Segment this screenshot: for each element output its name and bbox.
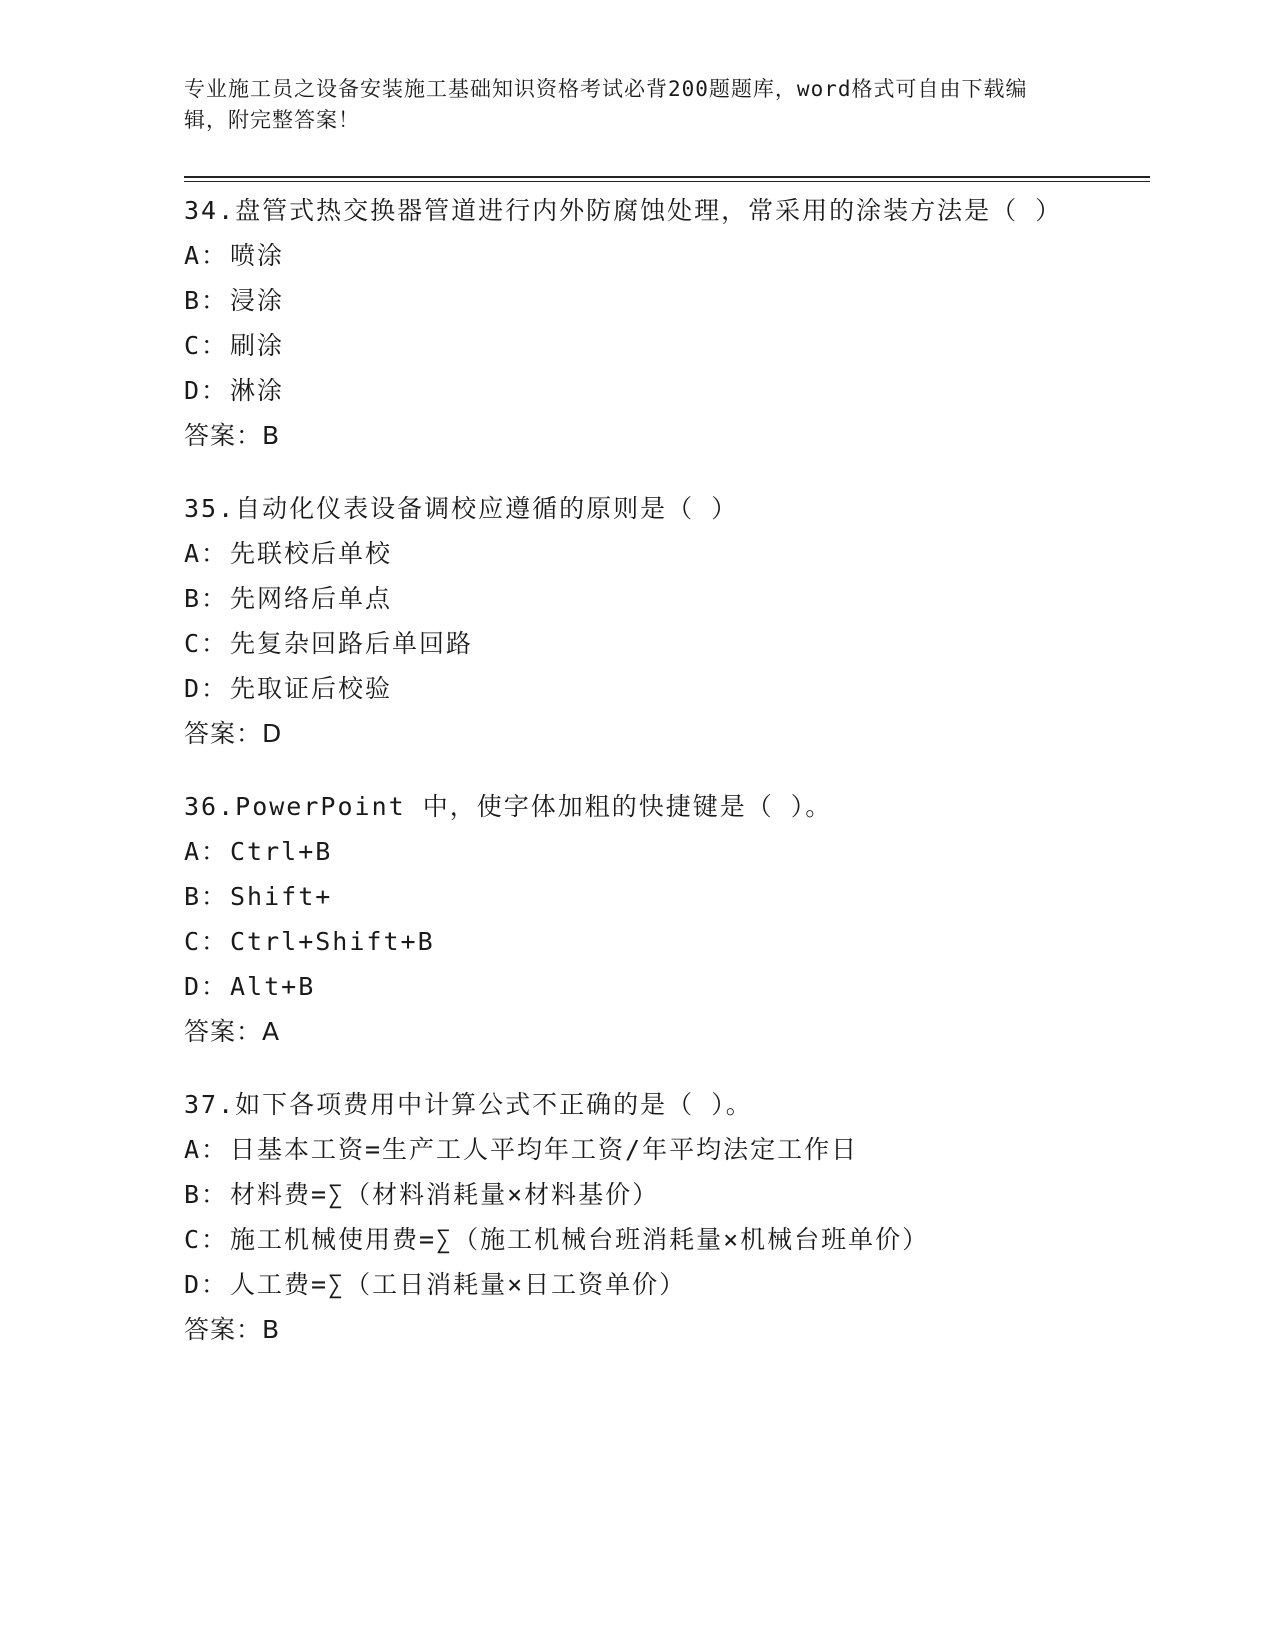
option-letter: C：	[184, 1225, 229, 1254]
option-letter: C：	[184, 331, 229, 360]
option-letter: B：	[184, 286, 229, 315]
option-a	[184, 233, 1084, 278]
option-text: 浸涂	[230, 286, 285, 315]
option-d	[184, 1262, 1084, 1307]
answer-line: 答案：B	[184, 421, 281, 450]
option-letter: D：	[184, 1270, 229, 1299]
option-c	[184, 1217, 1084, 1262]
option-text: 先联校后单校	[230, 539, 393, 568]
option-text: Ctrl+B	[230, 837, 333, 866]
question-37	[184, 1082, 1084, 1352]
header-rule-thin	[184, 181, 1150, 182]
option-a	[184, 829, 1084, 874]
option-b	[184, 1172, 1084, 1217]
option-c	[184, 621, 1084, 666]
option-c	[184, 323, 1084, 368]
option-text: 刷涂	[230, 331, 285, 360]
option-c	[184, 919, 1084, 964]
option-letter: C：	[184, 927, 229, 956]
question-list	[184, 188, 1084, 1380]
option-letter: A：	[184, 837, 229, 866]
option-d	[184, 368, 1084, 413]
question-stem: 37.如下各项费用中计算公式不正确的是（ ）。	[184, 1090, 753, 1119]
question-stem: 35.自动化仪表设备调校应遵循的原则是（ ）	[184, 494, 739, 523]
option-letter: D：	[184, 972, 229, 1001]
option-b	[184, 874, 1084, 919]
option-text: 人工费=∑（工日消耗量×日工资单价）	[230, 1270, 687, 1299]
option-text: 施工机械使用费=∑（施工机械台班消耗量×机械台班单价）	[230, 1225, 930, 1254]
option-letter: B：	[184, 584, 229, 613]
option-letter: D：	[184, 674, 229, 703]
header-rule-thick	[184, 176, 1150, 178]
document-header: 专业施工员之设备安装施工基础知识资格考试必背200题题库，word格式可自由下载编辑，附完整答案！	[184, 77, 1028, 132]
option-d	[184, 964, 1084, 1009]
answer-line: 答案：B	[184, 1315, 281, 1344]
option-letter: A：	[184, 241, 229, 270]
option-b	[184, 278, 1084, 323]
question-stem: 34.盘管式热交换器管道进行内外防腐蚀处理，常采用的涂装方法是（ ）	[184, 196, 1063, 225]
option-text: 淋涂	[230, 376, 285, 405]
option-a	[184, 531, 1084, 576]
question-36	[184, 784, 1084, 1054]
question-34	[184, 188, 1084, 458]
option-text: 日基本工资=生产工人平均年工资/年平均法定工作日	[230, 1135, 859, 1164]
option-letter: D：	[184, 376, 229, 405]
option-letter: C：	[184, 629, 229, 658]
option-letter: A：	[184, 1135, 229, 1164]
option-text: 先取证后校验	[230, 674, 393, 703]
option-text: Alt+B	[230, 972, 316, 1001]
option-d	[184, 666, 1084, 711]
option-text: Shift+	[230, 882, 333, 911]
option-a	[184, 1127, 1084, 1172]
option-text: 先复杂回路后单回路	[230, 629, 474, 658]
answer-line: 答案：A	[184, 1017, 281, 1046]
option-text: Ctrl+Shift+B	[230, 927, 435, 956]
option-text: 材料费=∑（材料消耗量×材料基价）	[230, 1180, 660, 1209]
option-text: 喷涂	[230, 241, 285, 270]
question-stem: 36.PowerPoint 中，使字体加粗的快捷键是（ ）。	[184, 792, 833, 821]
option-letter: A：	[184, 539, 229, 568]
question-35	[184, 486, 1084, 756]
option-text: 先网络后单点	[230, 584, 393, 613]
option-letter: B：	[184, 1180, 229, 1209]
option-b	[184, 576, 1084, 621]
answer-line: 答案：D	[184, 719, 283, 748]
option-letter: B：	[184, 882, 229, 911]
